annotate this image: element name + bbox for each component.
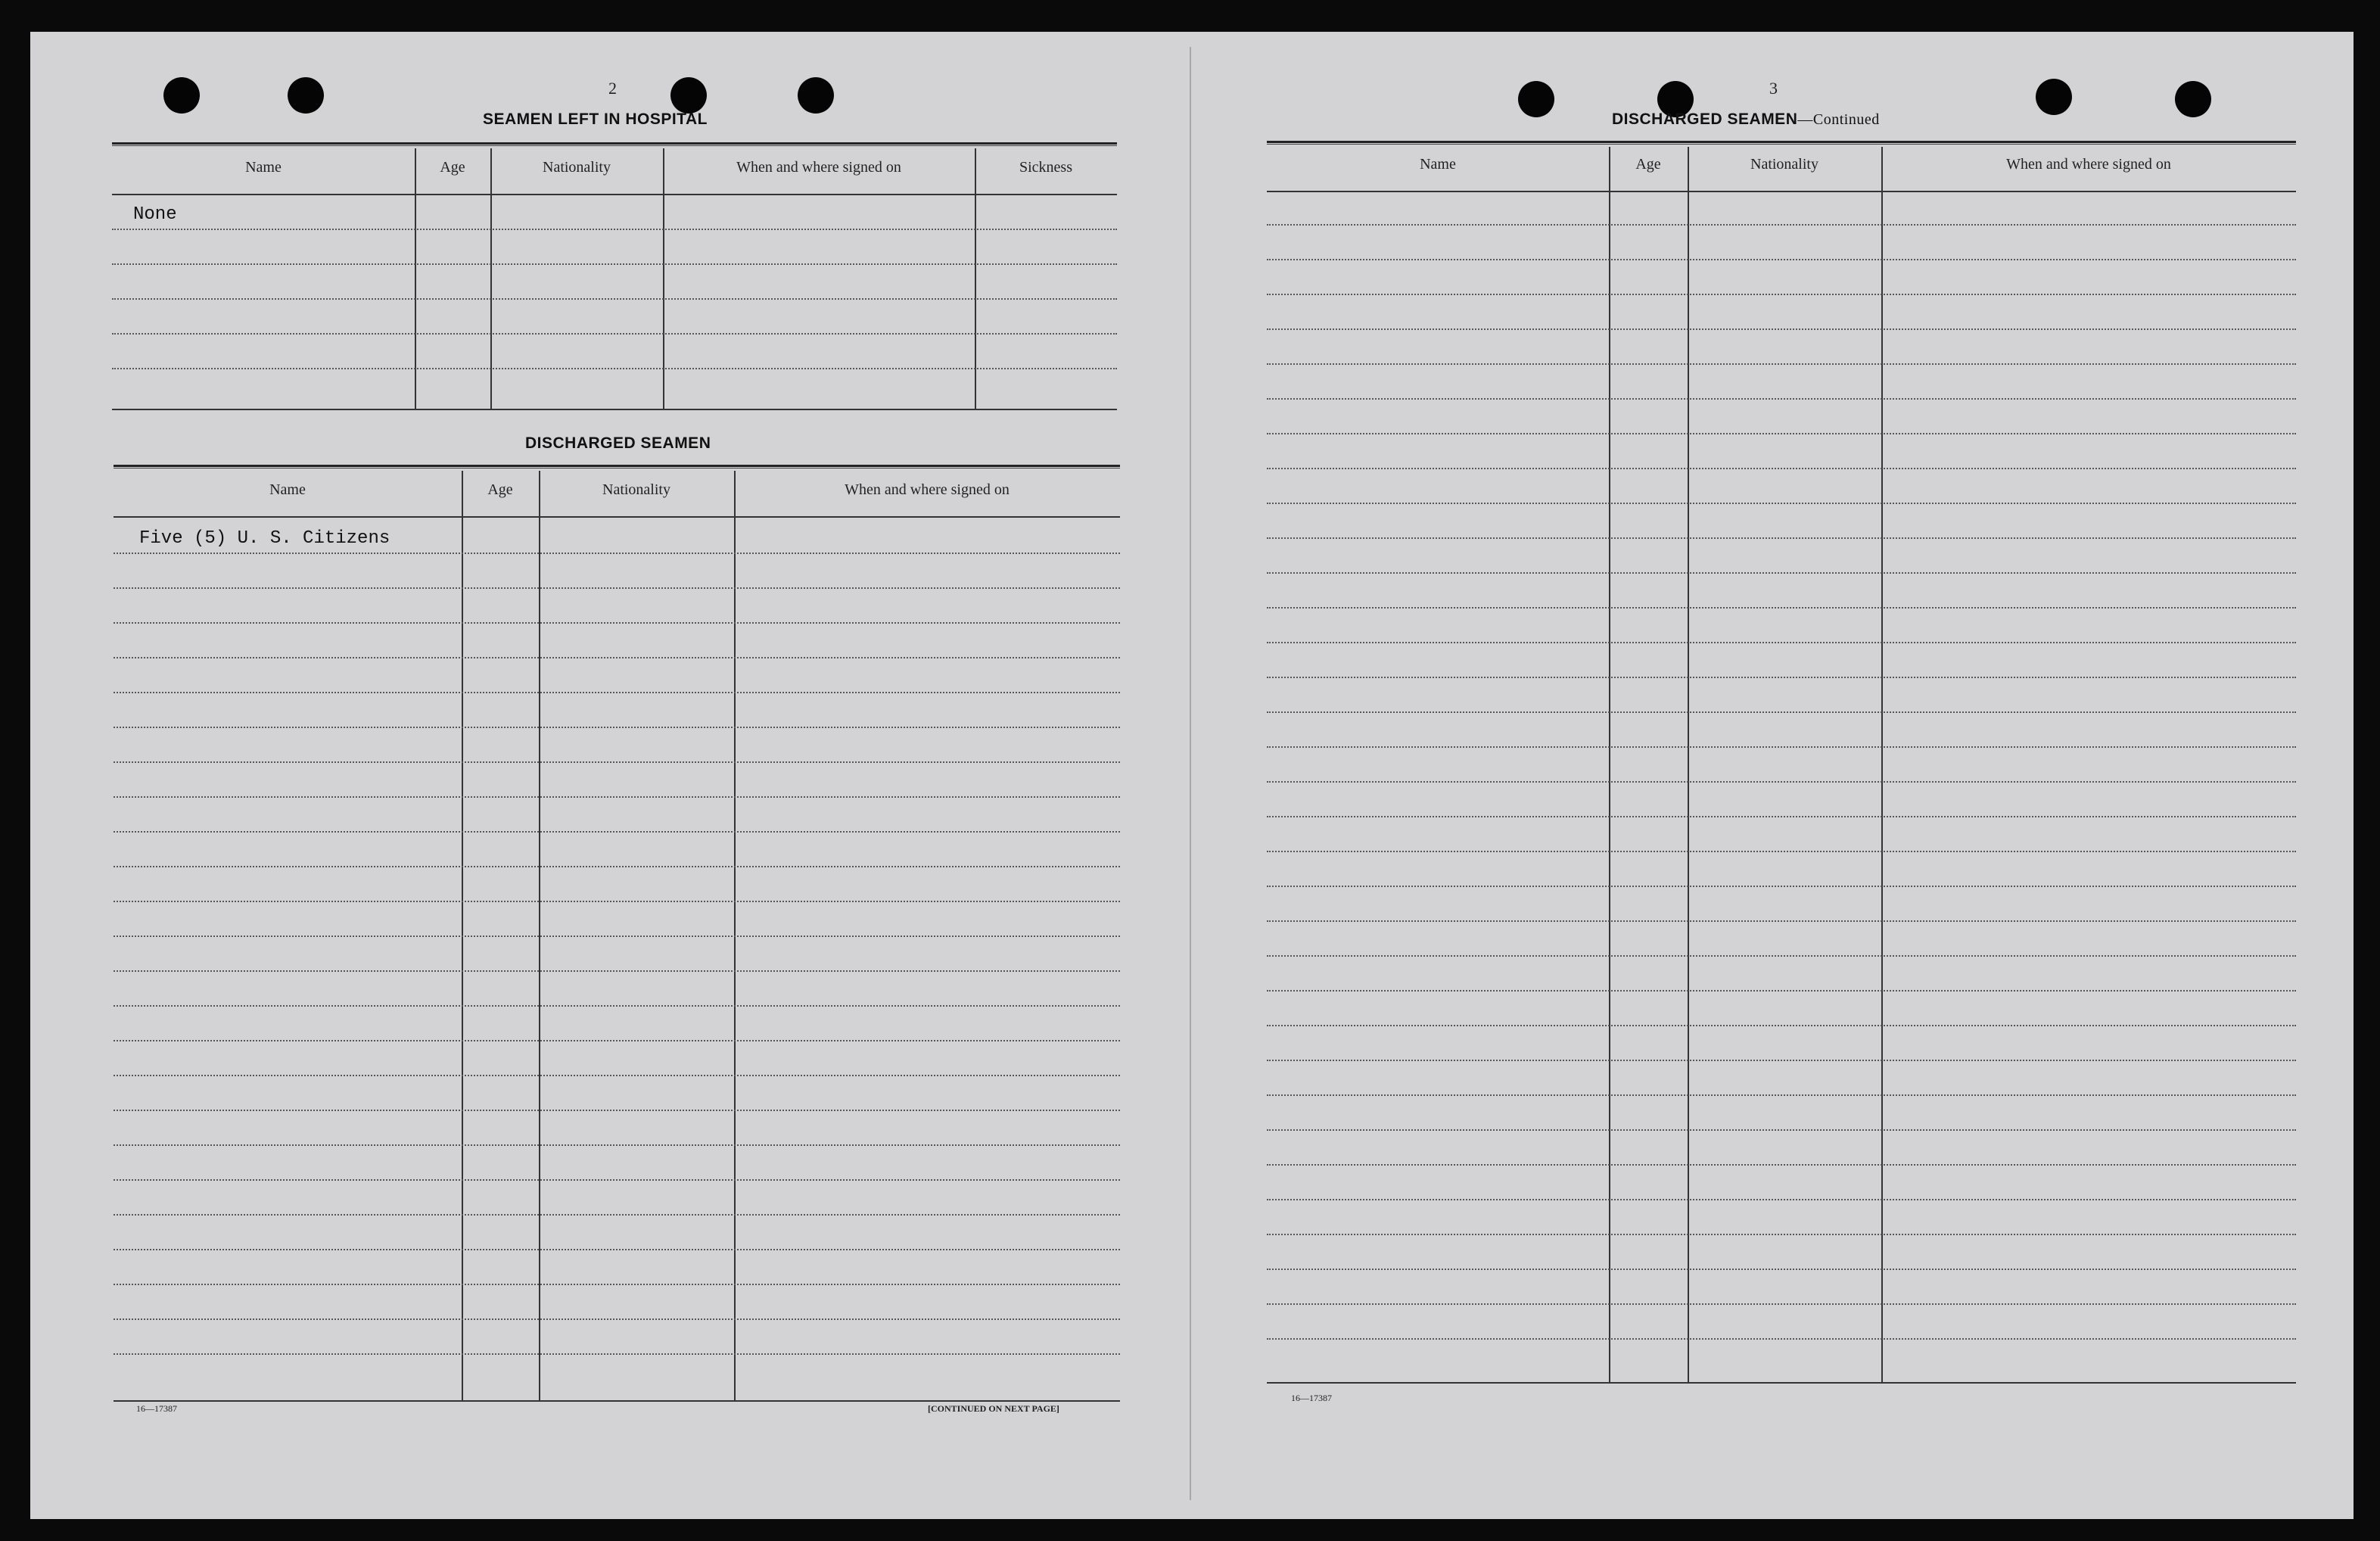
table-row bbox=[114, 1075, 1120, 1076]
table-row bbox=[114, 1284, 1120, 1285]
table-row bbox=[114, 935, 1120, 937]
column-divider bbox=[1688, 147, 1689, 1382]
table-row bbox=[1267, 1164, 2296, 1166]
hospital-table bbox=[112, 142, 1117, 445]
discharged-entry: Five (5) U. S. Citizens bbox=[139, 528, 390, 549]
table-row bbox=[1267, 537, 2296, 539]
table-row bbox=[1267, 990, 2296, 992]
form-number-left: 16—17387 bbox=[136, 1403, 177, 1414]
table-row bbox=[1267, 1199, 2296, 1200]
page-number-right: 3 bbox=[1769, 79, 1778, 98]
table-row bbox=[1267, 468, 2296, 469]
table-row bbox=[114, 1318, 1120, 1320]
table-row bbox=[114, 1214, 1120, 1216]
table-row bbox=[114, 622, 1120, 624]
table-row bbox=[114, 1353, 1120, 1355]
table-top-rule bbox=[114, 465, 1120, 469]
discharged-continued-table bbox=[1267, 141, 2296, 1443]
column-header-signed-on: When and where signed on bbox=[2006, 156, 2171, 173]
table-top-rule bbox=[1267, 141, 2296, 145]
column-divider bbox=[663, 148, 664, 409]
table-row bbox=[1267, 851, 2296, 852]
table-row bbox=[1267, 711, 2296, 713]
table-row bbox=[1267, 398, 2296, 400]
table-row bbox=[1267, 677, 2296, 678]
table-row bbox=[114, 761, 1120, 763]
form-number-right: 16—17387 bbox=[1291, 1393, 1332, 1403]
header-rule bbox=[1267, 191, 2296, 192]
page-number-left: 2 bbox=[608, 79, 617, 98]
table-row bbox=[1267, 1338, 2296, 1340]
table-row bbox=[114, 866, 1120, 867]
table-row bbox=[114, 831, 1120, 833]
column-divider bbox=[1609, 147, 1610, 1382]
table-row bbox=[114, 692, 1120, 693]
table-bottom-rule bbox=[114, 1400, 1120, 1402]
column-header-age: Age bbox=[440, 159, 465, 176]
punch-hole bbox=[2036, 79, 2072, 115]
table-row bbox=[112, 298, 1117, 300]
column-header-name: Name bbox=[245, 159, 282, 176]
table-row bbox=[1267, 746, 2296, 748]
table-row bbox=[1267, 781, 2296, 783]
column-header-nationality: Nationality bbox=[1750, 156, 1818, 173]
table-row bbox=[1267, 572, 2296, 574]
column-header-nationality: Nationality bbox=[602, 481, 670, 498]
table-row bbox=[1267, 1129, 2296, 1131]
table-top-rule bbox=[112, 142, 1117, 146]
table-row bbox=[1267, 1303, 2296, 1305]
table-row bbox=[114, 1144, 1120, 1146]
table-row bbox=[1267, 1025, 2296, 1026]
table-row bbox=[1267, 1269, 2296, 1270]
table-row bbox=[1267, 503, 2296, 504]
discharged-table bbox=[114, 465, 1120, 1449]
table-row bbox=[1267, 294, 2296, 295]
table-row bbox=[1267, 955, 2296, 957]
hospital-section-title: SEAMEN LEFT IN HOSPITAL bbox=[483, 111, 708, 128]
column-header-signed-on: When and where signed on bbox=[736, 159, 901, 176]
continued-suffix: —Continued bbox=[1797, 111, 1880, 128]
punch-hole bbox=[798, 77, 834, 114]
table-row bbox=[114, 727, 1120, 728]
table-row bbox=[1267, 1060, 2296, 1061]
table-row bbox=[1267, 328, 2296, 330]
column-header-age: Age bbox=[487, 481, 513, 498]
table-row bbox=[112, 368, 1117, 369]
column-header-age: Age bbox=[1635, 156, 1661, 173]
table-row bbox=[112, 333, 1117, 335]
table-row bbox=[1267, 224, 2296, 226]
table-row bbox=[1267, 363, 2296, 365]
table-row bbox=[1267, 607, 2296, 609]
document-sheet bbox=[30, 32, 2354, 1519]
column-divider bbox=[490, 148, 492, 409]
discharged-section-title: DISCHARGED SEAMEN bbox=[525, 434, 711, 452]
discharged-continued-title-main: DISCHARGED SEAMEN bbox=[1612, 111, 1798, 128]
table-row bbox=[114, 587, 1120, 589]
table-row bbox=[1267, 816, 2296, 817]
table-row bbox=[1267, 1094, 2296, 1096]
column-header-nationality: Nationality bbox=[543, 159, 611, 176]
table-row bbox=[114, 553, 1120, 554]
hospital-entry: None bbox=[133, 204, 177, 225]
column-header-name: Name bbox=[269, 481, 306, 498]
page-fold bbox=[1190, 47, 1191, 1500]
table-row bbox=[114, 1040, 1120, 1041]
table-bottom-rule bbox=[112, 409, 1117, 410]
table-row bbox=[1267, 642, 2296, 643]
column-divider bbox=[1881, 147, 1883, 1382]
header-rule bbox=[114, 516, 1120, 518]
column-header-signed-on: When and where signed on bbox=[845, 481, 1010, 498]
table-row bbox=[114, 1249, 1120, 1250]
discharged-continued-title bbox=[1612, 111, 1880, 129]
column-divider bbox=[975, 148, 976, 409]
punch-hole bbox=[1518, 81, 1554, 117]
table-bottom-rule bbox=[1267, 1382, 2296, 1384]
punch-hole bbox=[288, 77, 324, 114]
table-row bbox=[1267, 433, 2296, 434]
punch-hole bbox=[2175, 81, 2211, 117]
column-header-name: Name bbox=[1420, 156, 1456, 173]
table-row bbox=[114, 796, 1120, 798]
table-row bbox=[1267, 1234, 2296, 1235]
punch-hole bbox=[163, 77, 200, 114]
table-row bbox=[114, 901, 1120, 902]
punch-hole bbox=[670, 77, 707, 114]
header-rule bbox=[112, 194, 1117, 195]
table-row bbox=[112, 263, 1117, 265]
table-row bbox=[114, 1110, 1120, 1111]
table-row bbox=[114, 657, 1120, 658]
column-divider bbox=[415, 148, 416, 409]
column-header-sickness: Sickness bbox=[1019, 159, 1072, 176]
continued-note: [CONTINUED ON NEXT PAGE] bbox=[928, 1403, 1059, 1414]
table-row bbox=[112, 229, 1117, 230]
table-row bbox=[114, 1005, 1120, 1007]
table-row bbox=[114, 1179, 1120, 1181]
table-row bbox=[1267, 259, 2296, 260]
table-row bbox=[1267, 920, 2296, 922]
table-row bbox=[1267, 886, 2296, 887]
table-row bbox=[114, 970, 1120, 972]
